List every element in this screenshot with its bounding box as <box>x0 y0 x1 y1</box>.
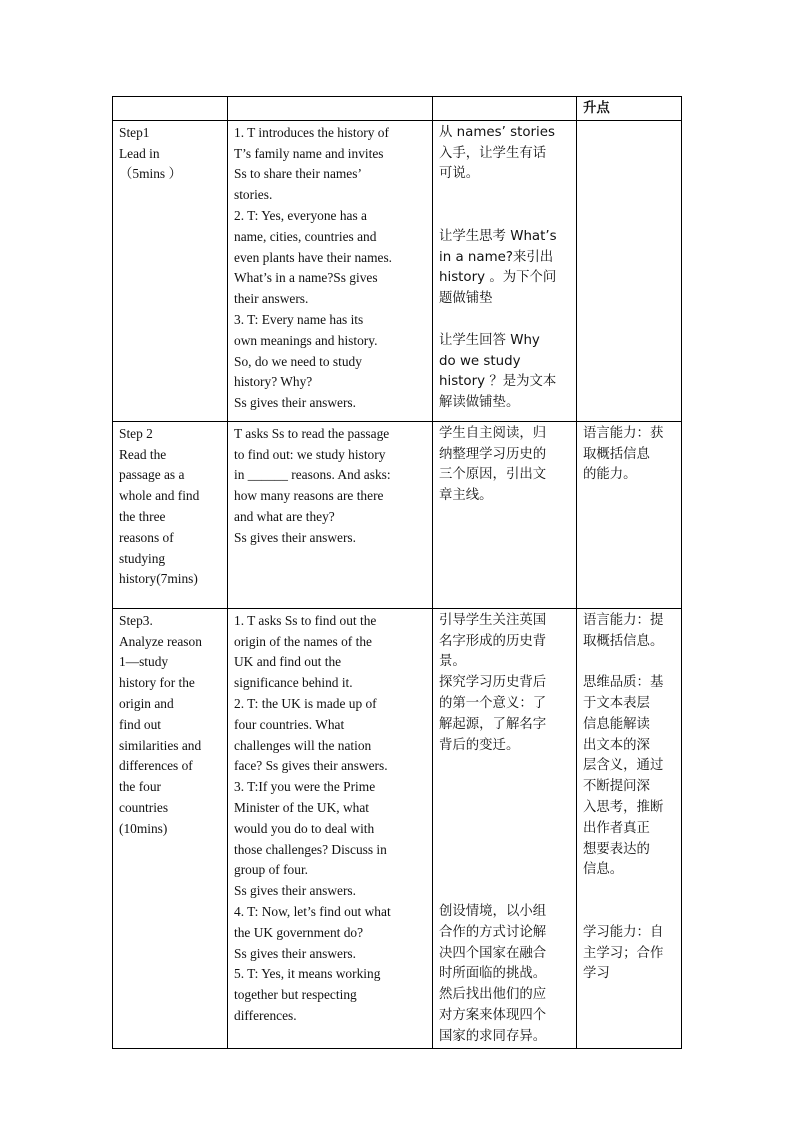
activity-line: What’s in a name?Ss gives <box>234 270 378 286</box>
activity-line: 1. T asks Ss to find out the <box>234 612 377 628</box>
activity-line: in ______ reasons. And asks: <box>234 467 391 483</box>
step-line: countries <box>119 799 169 815</box>
purpose-line <box>439 860 571 881</box>
step-cell <box>113 608 228 1048</box>
purpose-cell <box>433 120 577 421</box>
activity-line: even plants have their names. <box>234 249 393 265</box>
highlight-line: 想要表达的 <box>583 841 650 857</box>
activity-line: how many reasons are there <box>234 488 384 504</box>
activity-line: history? Why? <box>234 374 313 390</box>
step-line: reasons of <box>119 529 174 545</box>
highlight-cell <box>577 120 682 421</box>
purpose-line: 题做铺垫 <box>439 291 493 307</box>
header-cell-1 <box>113 97 228 121</box>
step-line: history(7mins) <box>119 571 198 587</box>
purpose-line: 决四个国家在融合 <box>439 945 547 961</box>
purpose-line: 时所面临的挑战。 <box>439 966 547 982</box>
highlight-line: 学习 <box>583 966 610 982</box>
purpose-line <box>439 798 571 819</box>
purpose-line: history 。为下个问 <box>439 270 557 286</box>
activity-line: stories. <box>234 187 273 203</box>
activity-line: to find out: we study history <box>234 446 386 462</box>
step-line: find out <box>119 716 162 732</box>
step-line: studying <box>119 550 166 566</box>
step-line: Step3. <box>119 612 153 628</box>
header-cell-3 <box>433 97 577 121</box>
activity-line: group of four. <box>234 862 309 878</box>
step-line: 1—study <box>119 654 169 670</box>
highlight-line: 的能力。 <box>583 467 637 483</box>
header-cell-2 <box>228 97 433 121</box>
purpose-line: 学生自主阅读，归 <box>439 425 547 441</box>
purpose-line: 然后找出他们的应 <box>439 987 547 1003</box>
activity-line: Ss gives their answers. <box>234 883 356 899</box>
purpose-line: 的第一个意义：了 <box>439 695 547 711</box>
activity-line: and what are they? <box>234 508 335 524</box>
purpose-line: 三个原因，引出文 <box>439 467 547 483</box>
activity-line: own meanings and history. <box>234 332 378 348</box>
purpose-line: 探究学习历史背后 <box>439 675 547 691</box>
activity-line: Ss gives their answers. <box>234 529 356 545</box>
step-line: Step 2 <box>119 425 153 441</box>
purpose-line: 名字形成的历史背 <box>439 633 547 649</box>
activity-line: 2. T: Yes, everyone has a <box>234 207 367 223</box>
activity-line: the UK government do? <box>234 924 364 940</box>
highlight-line <box>583 902 676 923</box>
activity-line: 5. T: Yes, it means working <box>234 966 381 982</box>
purpose-line: history ？是为文本 <box>439 374 557 390</box>
activity-line: Ss to share their names’ <box>234 166 362 182</box>
purpose-line: 合作的方式讨论解 <box>439 924 547 940</box>
purpose-line <box>439 756 571 777</box>
purpose-line: 解起源，了解名字 <box>439 716 547 732</box>
activity-line: 3. T: Every name has its <box>234 311 364 327</box>
highlight-line: 取概括信息 <box>583 446 650 462</box>
activity-line: So, do we need to study <box>234 353 362 369</box>
highlight-line: 信息能解读 <box>583 716 650 732</box>
highlight-line <box>583 881 676 902</box>
activity-line: Ss gives their answers. <box>234 945 356 961</box>
purpose-line <box>439 819 571 840</box>
activity-line: challenges will the nation <box>234 737 372 753</box>
activity-line: origin of the names of the <box>234 633 372 649</box>
activity-line: those challenges? Discuss in <box>234 841 387 857</box>
table-row <box>113 608 682 1048</box>
highlight-line: 思维品质：基 <box>583 675 664 691</box>
purpose-line: 对方案来体现四个 <box>439 1007 547 1023</box>
highlight-line: 语言能力：提 <box>583 612 664 628</box>
purpose-line: 让学生思考 What’s <box>439 228 557 244</box>
purpose-line: 让学生回答 Why <box>439 332 540 348</box>
step-line: whole and find <box>119 488 200 504</box>
purpose-line <box>439 310 571 331</box>
purpose-line: 纳整理学习历史的 <box>439 446 547 462</box>
activity-line: would you do to deal with <box>234 820 375 836</box>
purpose-line: 入手，让学生有话 <box>439 145 547 161</box>
highlight-line: 学习能力：自 <box>583 924 664 940</box>
highlight-line: 取概括信息。 <box>583 633 664 649</box>
purpose-line: 从 names’ stories <box>439 124 555 140</box>
highlight-line: 主学习；合作 <box>583 945 664 961</box>
table-row <box>113 421 682 608</box>
highlight-line: 出作者真正 <box>583 820 650 836</box>
highlight-line: 于文本表层 <box>583 695 650 711</box>
activity-line: differences. <box>234 1007 297 1023</box>
highlight-line <box>583 652 676 673</box>
step-line: Analyze reason <box>119 633 202 649</box>
activity-line: name, cities, countries and <box>234 228 377 244</box>
purpose-line <box>439 777 571 798</box>
activity-line: face? Ss gives their answers. <box>234 758 388 774</box>
activity-line: Minister of the UK, what <box>234 799 369 815</box>
activity-line: together but respecting <box>234 987 357 1003</box>
step-line: origin and <box>119 695 174 711</box>
activity-line: UK and find out the <box>234 654 342 670</box>
activity-line: Ss gives their answers. <box>234 395 356 411</box>
activity-line: 2. T: the UK is made up of <box>234 695 377 711</box>
step-line: history for the <box>119 675 195 691</box>
purpose-line <box>439 881 571 902</box>
highlight-line: 层含义，通过 <box>583 758 664 774</box>
purpose-line: 解读做铺垫。 <box>439 395 520 411</box>
highlight-line: 出文本的深 <box>583 737 650 753</box>
step-line: the four <box>119 779 162 795</box>
activity-line: their answers. <box>234 291 309 307</box>
purpose-line: 背后的变迁。 <box>439 737 520 753</box>
lesson-plan-table <box>112 96 682 1049</box>
header-cell-highlight: 升点 <box>577 97 682 121</box>
highlight-line: 不断提问深 <box>583 779 650 795</box>
highlight-cell <box>577 608 682 1048</box>
purpose-line <box>439 206 571 227</box>
table-header-row <box>113 97 682 121</box>
activity-cell <box>228 120 433 421</box>
activity-cell <box>228 608 433 1048</box>
step-line: similarities and <box>119 737 202 753</box>
purpose-line <box>439 840 571 861</box>
step-line: (10mins) <box>119 820 168 836</box>
purpose-cell <box>433 608 577 1048</box>
activity-line: T’s family name and invites <box>234 145 384 161</box>
purpose-line: 可说。 <box>439 166 480 182</box>
highlight-line: 入思考，推断 <box>583 799 664 815</box>
step-line: passage as a <box>119 467 185 483</box>
step-line: the three <box>119 508 166 524</box>
purpose-line: 国家的求同存异。 <box>439 1028 547 1044</box>
highlight-line: 信息。 <box>583 862 624 878</box>
purpose-line: 景。 <box>439 654 466 670</box>
step-cell <box>113 421 228 608</box>
activity-line: T asks Ss to read the passage <box>234 425 390 441</box>
activity-line: 3. T:If you were the Prime <box>234 779 376 795</box>
purpose-line <box>439 185 571 206</box>
step-line: （5mins ） <box>119 166 182 182</box>
table-row <box>113 120 682 421</box>
activity-line: four countries. What <box>234 716 345 732</box>
step-line: Read the <box>119 446 167 462</box>
activity-line: 1. T introduces the history of <box>234 124 389 140</box>
activity-cell <box>228 421 433 608</box>
purpose-cell <box>433 421 577 608</box>
step-line: Lead in <box>119 145 160 161</box>
purpose-line: 章主线。 <box>439 488 493 504</box>
activity-line: 4. T: Now, let’s find out what <box>234 903 391 919</box>
activity-line: significance behind it. <box>234 675 353 691</box>
step-cell <box>113 120 228 421</box>
purpose-line: in a name?来引出 <box>439 249 554 265</box>
step-line: Step1 <box>119 124 150 140</box>
purpose-line: 引导学生关注英国 <box>439 612 547 628</box>
highlight-cell <box>577 421 682 608</box>
purpose-line: 创设情境，以小组 <box>439 903 547 919</box>
step-line: differences of <box>119 758 193 774</box>
highlight-line: 语言能力：获 <box>583 425 664 441</box>
purpose-line: do we study <box>439 353 521 369</box>
